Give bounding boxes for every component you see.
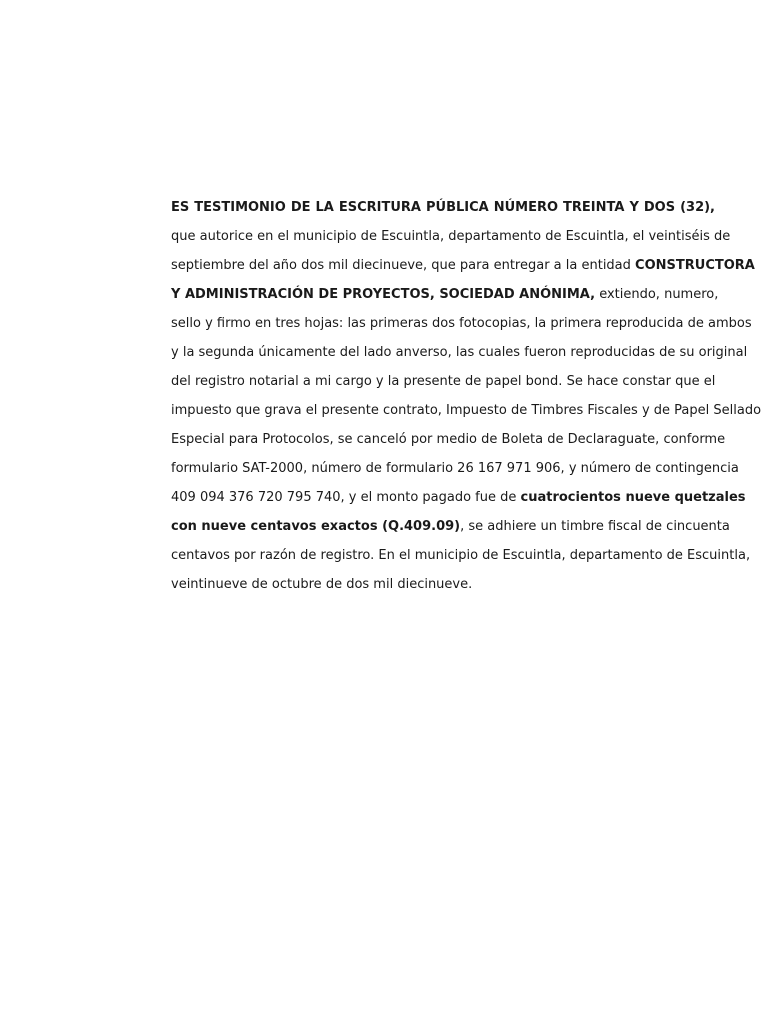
text-segment-bold: cuatrocientos nueve quetzales bbox=[520, 490, 746, 505]
text-segment: , se adhiere un timbre fiscal de cincuenta bbox=[460, 519, 730, 534]
text-line-11 bbox=[171, 489, 746, 507]
text-segment: y la segunda únicamente del lado anverso, las cuales fueron reproducidas de su original bbox=[171, 345, 748, 360]
text-segment: centavos por razón de registro. En el municipio de Escuintla, departamento de Escuintla, bbox=[171, 548, 751, 563]
text-line-9 bbox=[171, 431, 726, 449]
text-line-10 bbox=[171, 460, 739, 478]
text-segment: ES TESTIMONIO DE LA ESCRITURA PÚBLICA NÚMERO TREINTA Y DOS (32), bbox=[171, 200, 715, 215]
text-line-12 bbox=[171, 518, 730, 536]
text-segment: sello y firmo en tres hojas: las primeras dos fotocopias, la primera reproducida de ambos bbox=[171, 316, 752, 331]
text-line-6 bbox=[171, 344, 748, 362]
text-segment: Especial para Protocolos, se canceló por medio de Boleta de Declaraguate, conforme bbox=[171, 432, 726, 447]
text-segment: que autorice en el municipio de Escuintla, departamento de Escuintla, el veintiséis de bbox=[171, 229, 731, 244]
text-segment: extiendo, numero, bbox=[595, 287, 719, 302]
text-line-2 bbox=[171, 228, 731, 246]
text-segment: septiembre del año dos mil diecinueve, que para entregar a la entidad bbox=[171, 258, 636, 273]
text-segment: 409 094 376 720 795 740, y el monto pagado fue de bbox=[171, 490, 521, 505]
text-line-3 bbox=[171, 257, 755, 275]
text-line-1 bbox=[171, 199, 715, 217]
text-segment: veintinueve de octubre de dos mil diecinueve. bbox=[171, 577, 473, 592]
text-line-8 bbox=[171, 402, 762, 420]
text-segment: del registro notarial a mi cargo y la presente de papel bond. Se hace constar que el bbox=[171, 374, 716, 389]
text-line-13 bbox=[171, 547, 751, 565]
text-line-5 bbox=[171, 315, 752, 333]
text-segment-bold: con nueve centavos exactos (Q.409.09) bbox=[171, 519, 461, 534]
text-line-7 bbox=[171, 373, 715, 391]
text-segment-bold: Y ADMINISTRACIÓN DE PROYECTOS, SOCIEDAD ANÓNIMA, bbox=[171, 287, 596, 302]
text-segment-bold: CONSTRUCTORA bbox=[635, 258, 755, 273]
text-line-14 bbox=[171, 576, 715, 594]
text-segment: formulario SAT-2000, número de formulario 26 167 971 906, y número de contingencia bbox=[171, 461, 739, 476]
text-line-4 bbox=[171, 286, 719, 304]
text-segment: impuesto que grava el presente contrato, Impuesto de Timbres Fiscales y de Papel Sellado bbox=[171, 403, 762, 418]
